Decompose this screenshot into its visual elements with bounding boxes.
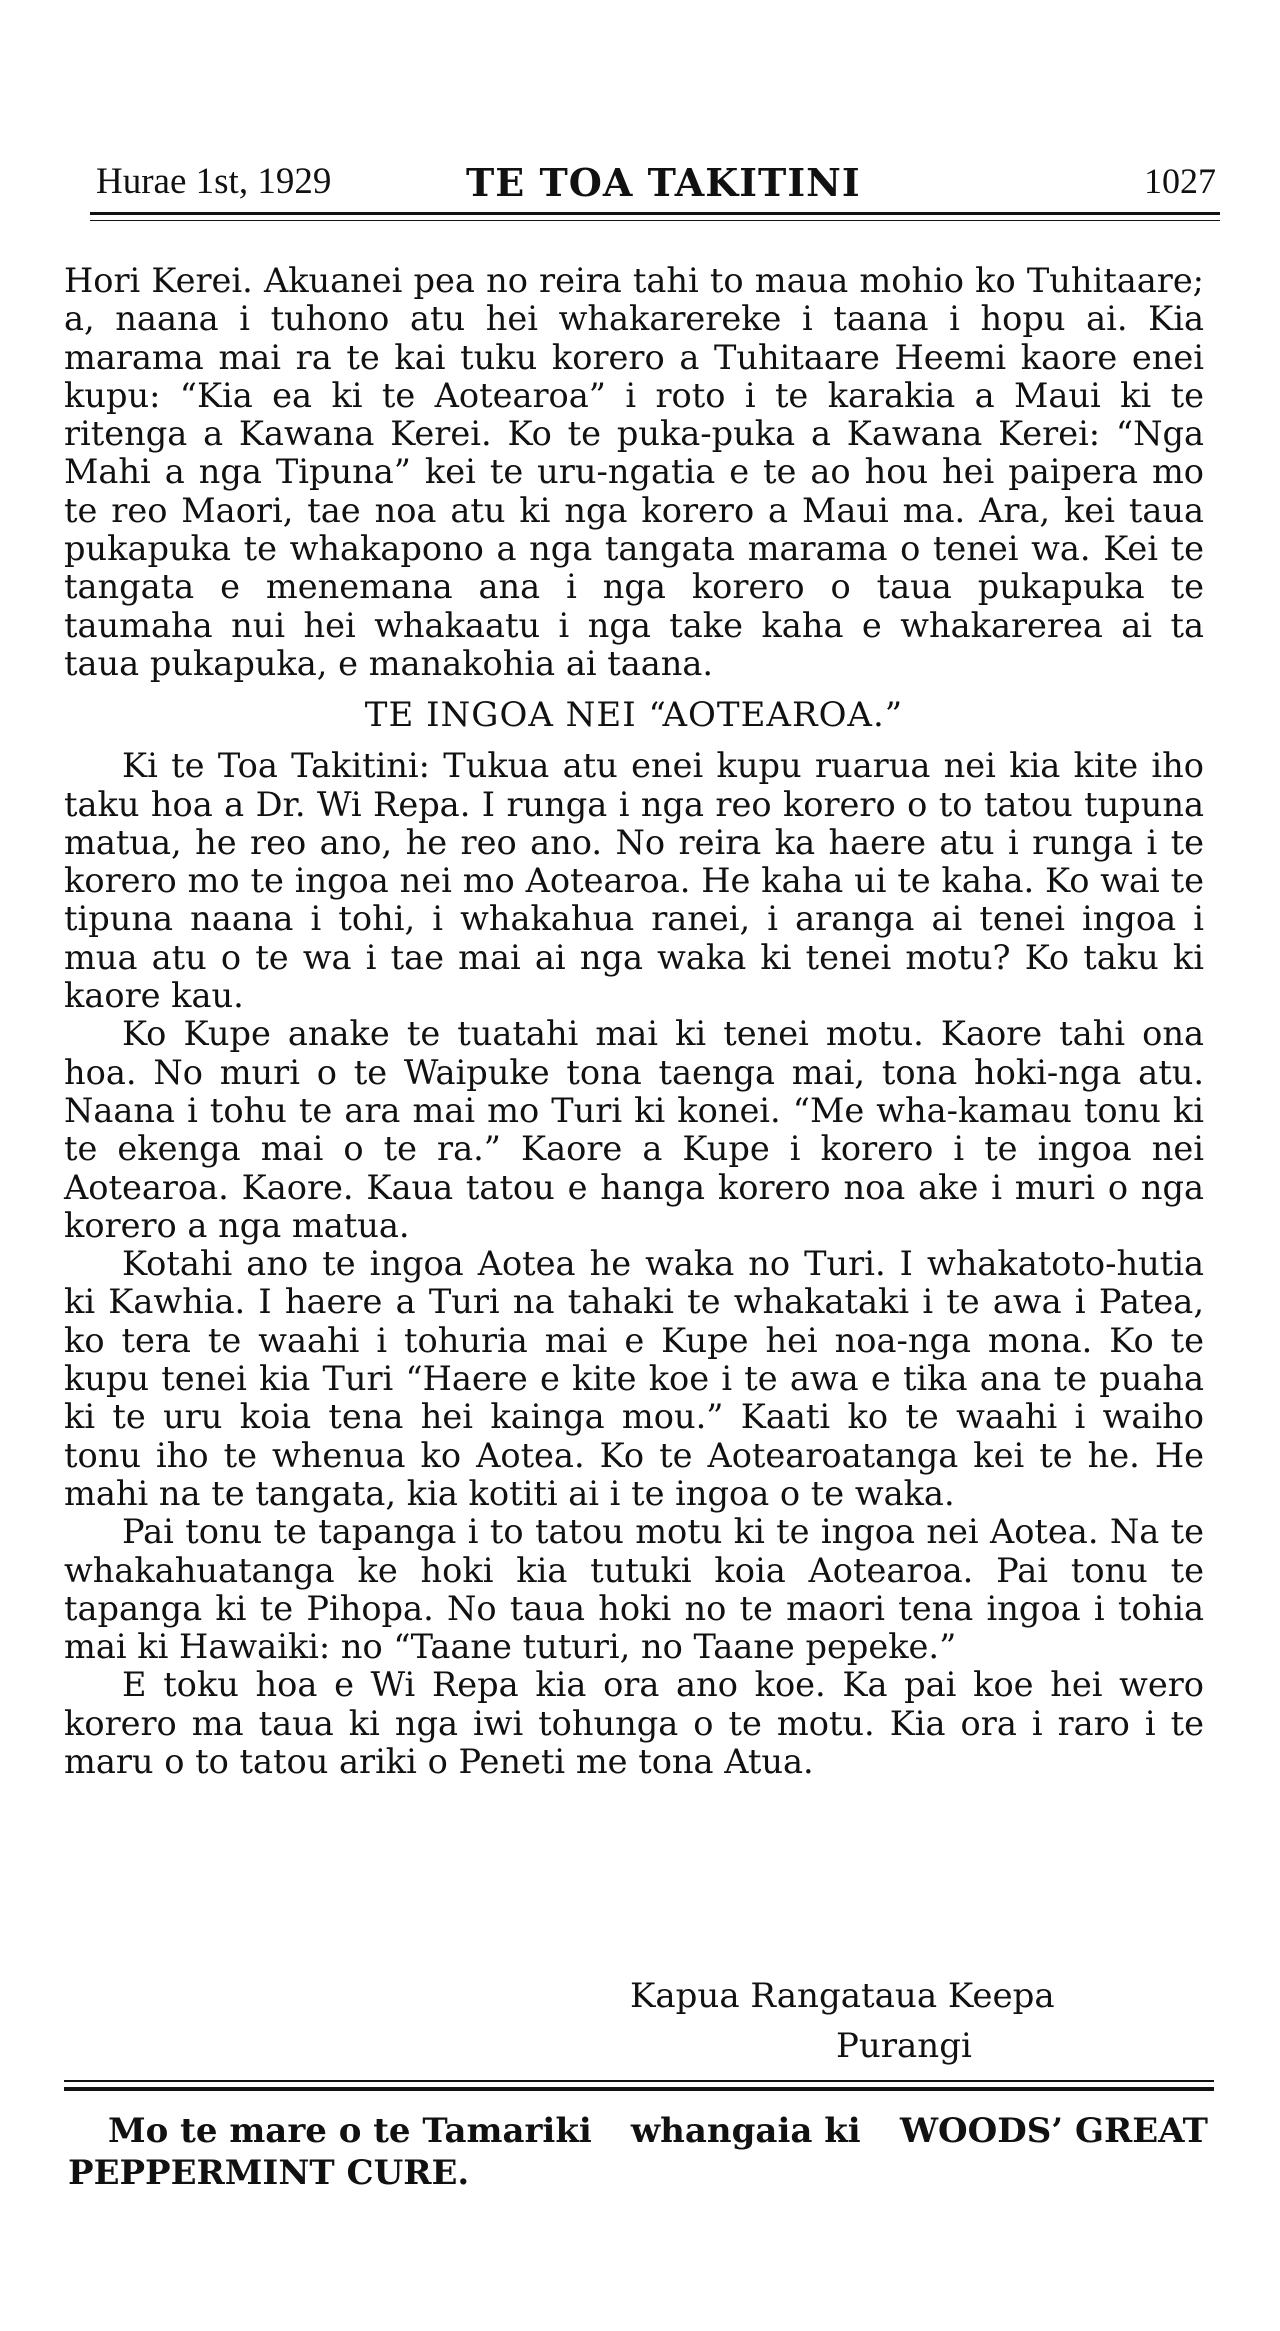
body-paragraph: Pai tonu te tapanga i to tatou motu ki te ingoa nei Aotea. Na te whakahuatanga ke hoki kia tutuki koia Aotearoa. Pai tonu te tapanga ki te Pihopa. No taua hoki no te maori tena ingoa i tohia mai ki Hawaiki: no “Taane tuturi, no Taane pepeke.” (64, 1512, 1204, 1667)
header-rule-top (90, 212, 1220, 215)
footer-rule-bottom (64, 2087, 1214, 2091)
signature-name: Kapua Rangataua Keepa (630, 1976, 1055, 2016)
header-title: TE TOA TAKITINI (466, 160, 861, 205)
article-body (64, 262, 1204, 1781)
ad-brand: WOODS’ GREAT (899, 2111, 1208, 2151)
ad-text: Mo te mare o te Tamariki (108, 2111, 592, 2151)
body-paragraph: Kotahi ano te ingoa Aotea he waka no Turi. I whakatoto-hutia ki Kawhia. I haere a Turi na tahaki te whakataki i te awa i Patea, ko tera te waahi i tohuria mai e Kupe hei noa-nga mona. Ko te kupu tenei kia Turi “Haere e kite koe i te awa e tika ana te puaha ki te uru koia tena hei kainga mou.” Kaati ko te waahi i waiho tonu iho te whenua ko Aotea. Ko te Aotearoatanga kei te he. He mahi na te tangata, kia kotiti ai i te ingoa o te waka. (64, 1244, 1204, 1513)
ad-line-2: PEPPERMINT CURE. (68, 2153, 470, 2193)
page-number: 1027 (1144, 161, 1216, 201)
ad-text: whangaia ki (630, 2111, 861, 2151)
intro-paragraph: Hori Kerei. Akuanei pea no reira tahi to maua mohio ko Tuhitaare; a, naana i tuhono atu hei whakarereke i taana i hopu ai. Kia marama mai ra te kai tuku korero a Tuhitaare Heemi kaore enei kupu: “Kia ea ki te Aotearoa” i roto i te karakia a Maui ki te ritenga a Kawana Kerei. Ko te puka-puka a Kawana Kerei: “Nga Mahi a nga Tipuna” kei te uru-ngatia e te ao hou hei paipera mo te reo Maori, tae noa atu ki nga korero a Maui ma. Ara, kei taua pukapuka te whakapono a nga tangata marama o tenei wa. Kei te tangata e menemana ana i nga korero o taua pukapuka te taumaha nui hei whakaatu i nga take kaha e whakarerea ai ta taua pukapuka, e manakohia ai taana. (64, 261, 1204, 683)
ad-line-1 (68, 2110, 1208, 2152)
body-paragraph: Ko Kupe anake te tuatahi mai ki tenei motu. Kaore tahi ona hoa. No muri o te Waipuke tona taenga mai, tona hoki-nga atu. Naana i tohu te ara mai mo Turi ki konei. “Me wha-kamau tonu ki te ekenga mai o te ra.” Kaore a Kupe i korero i te ingoa nei Aotearoa. Kaore. Kaua tatou e hanga korero noa ake i muri o nga korero a nga matua. (64, 1014, 1204, 1245)
signature-place: Purangi (836, 2026, 972, 2066)
header-date: Hurae 1st, 1929 (96, 161, 332, 202)
footer-rule-top (64, 2080, 1214, 2082)
body-paragraph: E toku hoa e Wi Repa kia ora ano koe. Ka pai koe hei wero korero ma taua ki nga iwi tohunga o te motu. Kia ora i raro i te maru o to tatou ariki o Peneti me tona Atua. (64, 1665, 1204, 1781)
advertisement (68, 2110, 1208, 2194)
running-header (96, 160, 1216, 208)
section-heading: TE INGOA NEI “AOTEAROA.” (364, 695, 904, 736)
body-paragraph: Ki te Toa Takitini: Tukua atu enei kupu ruarua nei kia kite iho taku hoa a Dr. Wi Repa. I runga i nga reo korero o to tatou tupuna matua, he reo ano, he reo ano. No reira ka haere atu i runga i te korero mo te ingoa nei mo Aotearoa. He kaha ui te kaha. Ko wai te tipuna naana i tohi, i whakahua ranei, i aranga ai tenei ingoa i mua atu o te wa i tae mai ai nga waka ki tenei motu? Ko taku ki kaore kau. (64, 746, 1204, 1016)
header-rule-bottom (90, 220, 1220, 221)
